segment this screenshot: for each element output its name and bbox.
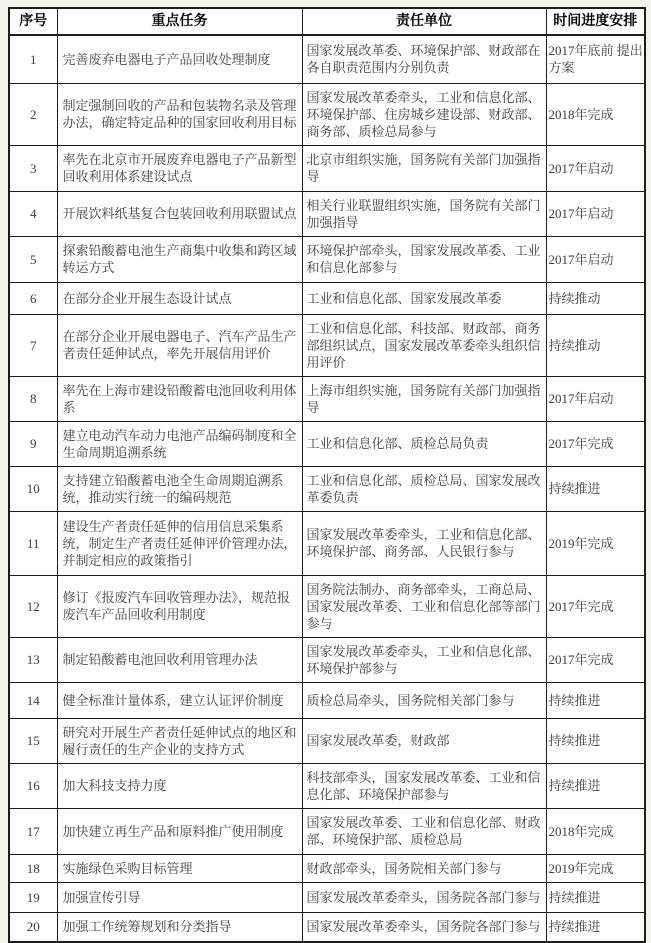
row-number-cell: 19 <box>9 882 57 912</box>
responsible-unit-cell: 工业和信息化部、质检总局、国家发展改革委负责 <box>302 466 546 511</box>
row-number-cell: 3 <box>9 145 57 191</box>
responsible-unit-cell: 国家发展改革委牵头，工业和信息化部、环境保护部、住房城乡建设部、财政部、商务部、质检总局参与 <box>302 83 546 145</box>
time-schedule-cell: 2017年完成 <box>546 421 645 466</box>
table-header-row <box>9 8 645 35</box>
time-schedule-cell: 2018年完成 <box>546 808 645 854</box>
row-number-cell: 5 <box>9 236 57 282</box>
time-schedule-cell: 持续推进 <box>546 682 645 718</box>
responsible-unit-cell: 国家发展改革委牵头，国务院各部门参与 <box>302 912 546 942</box>
key-task-cell: 研究对开展生产者责任延伸试点的地区和履行责任的生产企业的支持方式 <box>57 718 302 763</box>
time-schedule-cell: 持续推进 <box>546 882 645 912</box>
responsible-unit-cell: 国家发展改革委、工业和信息化部、财政部、环境保护部、质检总局 <box>302 808 546 854</box>
row-number-cell: 1 <box>9 35 57 83</box>
time-schedule-cell: 2017年启动 <box>546 191 645 236</box>
time-schedule-cell: 持续推进 <box>546 718 645 763</box>
table-row <box>9 718 645 763</box>
responsible-unit-cell: 工业和信息化部、质检总局负责 <box>302 421 546 466</box>
key-task-cell: 在部分企业开展电器电子、汽车产品生产者责任延伸试点，率先开展信用评价 <box>57 314 302 376</box>
table-row <box>9 314 645 376</box>
table-row <box>9 682 645 718</box>
table-body <box>9 35 645 942</box>
responsible-unit-cell: 北京市组织实施，国务院有关部门加强指导 <box>302 145 546 191</box>
time-schedule-cell: 2017年完成 <box>546 575 645 637</box>
row-number-cell: 14 <box>9 682 57 718</box>
responsible-unit-cell: 国家发展改革委，财政部 <box>302 718 546 763</box>
row-number-cell: 20 <box>9 912 57 942</box>
table-row <box>9 35 645 83</box>
time-schedule-cell: 2017年启动 <box>546 145 645 191</box>
time-schedule-cell: 持续推动 <box>546 314 645 376</box>
key-task-cell: 健全标准计量体系，建立认证评价制度 <box>57 682 302 718</box>
table-row <box>9 236 645 282</box>
row-number-cell: 2 <box>9 83 57 145</box>
key-task-cell: 建设生产者责任延伸的信用信息采集系统，制定生产者责任延伸评价管理办法，并制定相应的政策指引 <box>57 511 302 575</box>
key-task-cell: 加大科技支持力度 <box>57 763 302 808</box>
time-schedule-cell: 持续推动 <box>546 282 645 314</box>
responsible-unit-cell: 工业和信息化部、科技部、财政部、商务部组织试点，国家发展改革委牵头组织信用评价 <box>302 314 546 376</box>
time-schedule-cell: 2018年完成 <box>546 83 645 145</box>
row-number-cell: 18 <box>9 854 57 882</box>
row-number-cell: 16 <box>9 763 57 808</box>
responsible-unit-cell: 国家发展改革委牵头，工业和信息化部、环境保护部参与 <box>302 637 546 682</box>
time-schedule-cell: 2019年完成 <box>546 511 645 575</box>
time-schedule-cell: 2017年底前 提出方案 <box>546 35 645 83</box>
row-number-cell: 9 <box>9 421 57 466</box>
table-row <box>9 808 645 854</box>
key-task-cell: 探索铅酸蓄电池生产商集中收集和跨区域转运方式 <box>57 236 302 282</box>
key-task-cell: 率先在上海市建设铅酸蓄电池回收利用体系 <box>57 376 302 421</box>
table-row <box>9 912 645 942</box>
time-schedule-cell: 持续推进 <box>546 466 645 511</box>
table-row <box>9 854 645 882</box>
row-number-cell: 13 <box>9 637 57 682</box>
col-header-time-schedule: 时间进度安排 <box>546 8 645 35</box>
time-schedule-cell: 2017年启动 <box>546 376 645 421</box>
col-header-key-task: 重点任务 <box>57 8 302 35</box>
row-number-cell: 10 <box>9 466 57 511</box>
table-row <box>9 282 645 314</box>
key-task-cell: 制定强制回收的产品和包装物名录及管理办法，确定特定品种的国家回收利用目标 <box>57 83 302 145</box>
table-row <box>9 882 645 912</box>
table-row <box>9 376 645 421</box>
time-schedule-cell: 2017年完成 <box>546 637 645 682</box>
key-task-cell: 制定铅酸蓄电池回收利用管理办法 <box>57 637 302 682</box>
table-row <box>9 511 645 575</box>
row-number-cell: 8 <box>9 376 57 421</box>
col-header-index: 序号 <box>9 8 57 35</box>
responsible-unit-cell: 工业和信息化部、国家发展改革委 <box>302 282 546 314</box>
responsible-unit-cell: 国家发展改革委牵头，国务院各部门参与 <box>302 882 546 912</box>
key-task-cell: 修订《报废汽车回收管理办法》，规范报废汽车产品回收利用制度 <box>57 575 302 637</box>
key-task-cell: 完善废弃电器电子产品回收处理制度 <box>57 35 302 83</box>
col-header-responsible-unit: 责任单位 <box>302 8 546 35</box>
row-number-cell: 4 <box>9 191 57 236</box>
time-schedule-cell: 2019年完成 <box>546 854 645 882</box>
table-row <box>9 466 645 511</box>
row-number-cell: 17 <box>9 808 57 854</box>
table-row <box>9 191 645 236</box>
table-row <box>9 83 645 145</box>
key-task-cell: 开展饮料纸基复合包装回收利用联盟试点 <box>57 191 302 236</box>
responsible-unit-cell: 环境保护部牵头，国家发展改革委、工业和信息化部参与 <box>302 236 546 282</box>
time-schedule-cell: 持续推进 <box>546 763 645 808</box>
row-number-cell: 11 <box>9 511 57 575</box>
key-task-cell: 建立电动汽车动力电池产品编码制度和全生命周期追溯系统 <box>57 421 302 466</box>
tasks-table <box>8 7 646 943</box>
responsible-unit-cell: 国家发展改革委牵头，工业和信息化部、环境保护部、商务部、人民银行参与 <box>302 511 546 575</box>
key-task-cell: 实施绿色采购目标管理 <box>57 854 302 882</box>
key-task-cell: 加强工作统筹规划和分类指导 <box>57 912 302 942</box>
time-schedule-cell: 2017年启动 <box>546 236 645 282</box>
key-task-cell: 率先在北京市开展废弃电器电子产品新型回收利用体系建设试点 <box>57 145 302 191</box>
key-task-cell: 加快建立再生产品和原料推广使用制度 <box>57 808 302 854</box>
responsible-unit-cell: 质检总局牵头，国务院相关部门参与 <box>302 682 546 718</box>
row-number-cell: 15 <box>9 718 57 763</box>
responsible-unit-cell: 国务院法制办、商务部牵头，工商总局、国家发展改革委、工业和信息化部等部门参与 <box>302 575 546 637</box>
key-task-cell: 加强宣传引导 <box>57 882 302 912</box>
table-row <box>9 637 645 682</box>
table-row <box>9 575 645 637</box>
table-row <box>9 145 645 191</box>
time-schedule-cell: 持续推进 <box>546 912 645 942</box>
responsible-unit-cell: 财政部牵头，国务院相关部门参与 <box>302 854 546 882</box>
responsible-unit-cell: 科技部牵头，国家发展改革委、工业和信息化部、环境保护部参与 <box>302 763 546 808</box>
table-row <box>9 763 645 808</box>
row-number-cell: 6 <box>9 282 57 314</box>
responsible-unit-cell: 相关行业联盟组织实施，国务院有关部门加强指导 <box>302 191 546 236</box>
key-task-cell: 支持建立铅酸蓄电池全生命周期追溯系统，推动实行统一的编码规范 <box>57 466 302 511</box>
key-task-cell: 在部分企业开展生态设计试点 <box>57 282 302 314</box>
responsible-unit-cell: 上海市组织实施，国务院有关部门加强指导 <box>302 376 546 421</box>
responsible-unit-cell: 国家发展改革委、环境保护部、财政部在各自职责范围内分别负责 <box>302 35 546 83</box>
row-number-cell: 12 <box>9 575 57 637</box>
row-number-cell: 7 <box>9 314 57 376</box>
table-row <box>9 421 645 466</box>
